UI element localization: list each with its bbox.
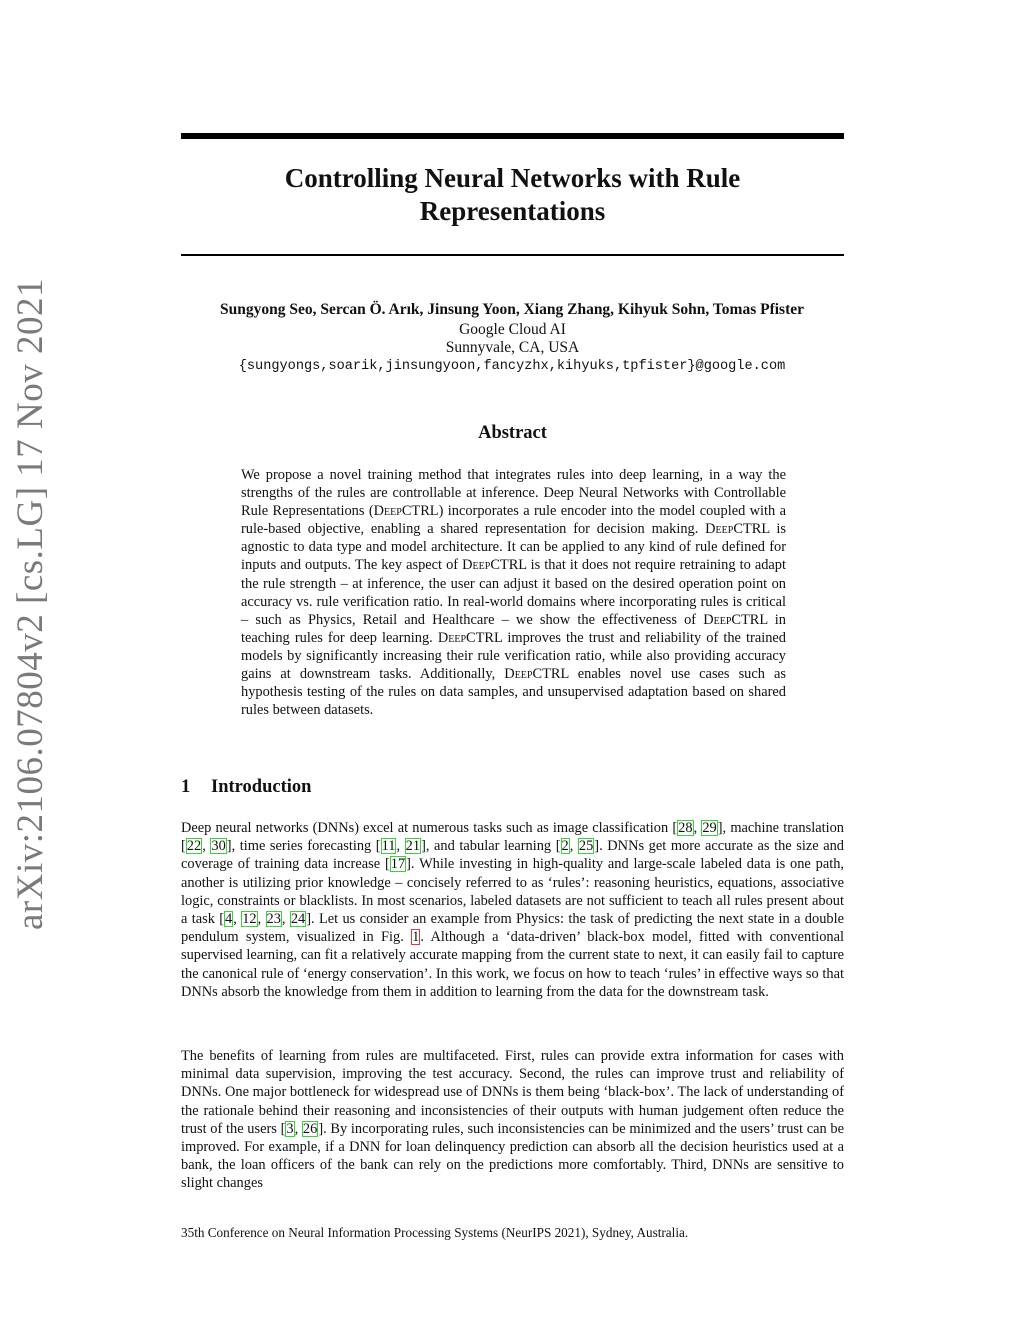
paragraph-text: ]. Let us consider an example from Physics: the task of predicting the next state in a double pendulum system, visualized in Fig.: [181, 911, 844, 946]
abstract-text: We propose a novel training method that integrates rules into deep learning, in a way the strengths of the rules are controllable at inference. Deep Neural Networks with Controllable Rule Representations (: [241, 467, 786, 520]
deepctrl-name: Deep: [705, 521, 734, 538]
section-heading-introduction: [181, 776, 311, 798]
citation-separator: ,: [257, 911, 266, 928]
author-list: Sungyong Seo, Sercan Ö. Arık, Jinsung Yoon, Xiang Zhang, Kihyuk Sohn, Tomas Pfister: [219, 301, 804, 318]
abstract-text: CTRL is agnostic to data type and model architecture. It can be applied to any kind of rule defined for inputs and outputs. The key aspect of: [241, 521, 786, 574]
paragraph-text: ], machine translation [: [181, 820, 844, 855]
paragraph-text: ]. DNNs get more accurate as the size and coverage of training data increase [: [181, 838, 844, 873]
citation-link[interactable]: 17: [390, 856, 406, 873]
citation-separator: ,: [202, 838, 211, 855]
title-top-rule: [181, 133, 844, 139]
conference-footer: 35th Conference on Neural Information Processing Systems (NeurIPS 2021), Sydney, Australia.: [181, 1225, 689, 1240]
citation-separator: ,: [569, 838, 578, 855]
intro-paragraph-2: [181, 1047, 844, 1193]
abstract-body: [241, 466, 786, 719]
deepctrl-name: Deep: [437, 629, 467, 646]
citation-link[interactable]: 4: [225, 911, 233, 928]
abstract-text: CTRL enables novel use cases such as hypothesis testing of the rules on data samples, and unsupervised adaptation based on shared rules between datasets.: [241, 666, 786, 719]
intro-paragraph-1: [181, 819, 844, 1001]
citation-link[interactable]: 22: [186, 838, 202, 855]
citation-link[interactable]: 23: [266, 911, 281, 928]
paper-title: [181, 162, 844, 228]
abstract-text: CTRL) incorporates a rule encoder into the model coupled with a rule-based objective, enabling a shared representation for decision making.: [241, 503, 786, 538]
location: Sunnyvale, CA, USA: [445, 339, 580, 356]
paragraph-text: Deep neural networks (DNNs) excel at numerous tasks such as image classification [: [181, 820, 678, 836]
deepctrl-name: Deep: [373, 503, 402, 520]
title-line-2: Representations: [419, 196, 606, 226]
section-title: Introduction: [211, 777, 312, 797]
paragraph-text: ]. By incorporating rules, such inconsistencies can be minimized and the users’ trust can be improved. For example, if a DNN for loan delinquency prediction can absorb all the decision heuristics used at a bank, the loan officers of the bank can rely on the predictions more comfortably. Third, DNNs are sensitive to slight changes: [181, 1120, 845, 1192]
paragraph-text: . Although a ‘data-driven’ black-box model, fitted with conventional supervised learning, can fit a relatively accurate mapping from the current state to next, it can easily fail to capture the canonical rule of ‘energy conservation’. In this work, we focus on how to teach ‘rules’ in effective ways so that DNNs absorb the knowledge from them in addition to learning from the data for the downstream task.: [181, 929, 844, 1000]
citation-link[interactable]: 25: [578, 838, 594, 855]
citation-link[interactable]: 28: [678, 820, 693, 836]
paragraph-text: ]. While investing in high-quality and large-scale labeled data is one path, another is utilizing prior knowledge – concisely referred to as ‘rules’: reasoning heuristics, equations, associative logic, constraints or blacklists. In most scenarios, labeled datasets are not sufficient to teach all rules present about a task [: [181, 856, 845, 928]
deepctrl-name: Deep: [462, 557, 491, 574]
citation-link[interactable]: 12: [242, 911, 257, 928]
paragraph-text: ], and tabular learning [: [421, 838, 561, 855]
abstract-text: CTRL is that it does not require retraining to adapt the rule strength – at inference, the user can adjust it based on the desired operation point on accuracy vs. rule verification ratio. In real-world domains where incorporating rules is critical – such as Physics, Retail and Healthcare – we show the effectiveness of: [241, 557, 786, 628]
citation-separator: ,: [233, 911, 242, 928]
citation-link[interactable]: 3: [286, 1120, 294, 1137]
deepctrl-name: Deep: [504, 666, 533, 683]
paragraph-text: The benefits of learning from rules are multifaceted. First, rules can provide extra information for cases with minimal data supervision, improving the test accuracy. Second, the rules can improve trust and reliability of DNNs. One major bottleneck for widespread use of DNNs is them being ‘black-box’. The lack of understanding of the rationale behind their reasoning and inconsistencies of their outputs with human judgement often reduce the trust of the users [: [181, 1048, 844, 1137]
citation-link[interactable]: 2: [561, 838, 569, 855]
citation-link[interactable]: 29: [702, 820, 717, 836]
abstract-text: CTRL in teaching rules for deep learning.: [241, 611, 786, 646]
affiliation: Google Cloud AI: [459, 321, 566, 338]
citation-link[interactable]: 30: [211, 838, 226, 855]
title-bottom-rule: [181, 254, 844, 256]
citation-separator: ,: [294, 1120, 302, 1137]
title-line-1: Controlling Neural Networks with Rule: [284, 163, 741, 193]
citation-link[interactable]: 24: [290, 911, 306, 928]
deepctrl-name: Deep: [703, 611, 732, 628]
abstract-heading: Abstract: [478, 423, 547, 443]
citation-separator: ,: [396, 838, 405, 855]
citation-link[interactable]: 21: [405, 838, 421, 855]
arxiv-identifier-stamp: arXiv:2106.07804v2 [cs.LG] 17 Nov 2021: [10, 277, 51, 930]
author-emails: {sungyongs,soarik,jinsungyoon,fancyzhx,kihyuks,tpfister}@google.com: [238, 359, 786, 374]
abstract-text: CTRL improves the trust and reliability of the trained models by significantly increasing their rule verification ratio, while also providing accuracy gains at downstream tasks. Additionally,: [241, 629, 786, 683]
figure-reference-link[interactable]: 1: [412, 929, 420, 946]
paragraph-text: ], time series forecasting [: [226, 838, 381, 855]
citation-separator: ,: [281, 911, 290, 928]
citation-link[interactable]: 11: [381, 838, 396, 855]
citation-separator: ,: [693, 820, 702, 836]
citation-link[interactable]: 26: [302, 1120, 318, 1137]
section-number: 1: [181, 777, 191, 797]
